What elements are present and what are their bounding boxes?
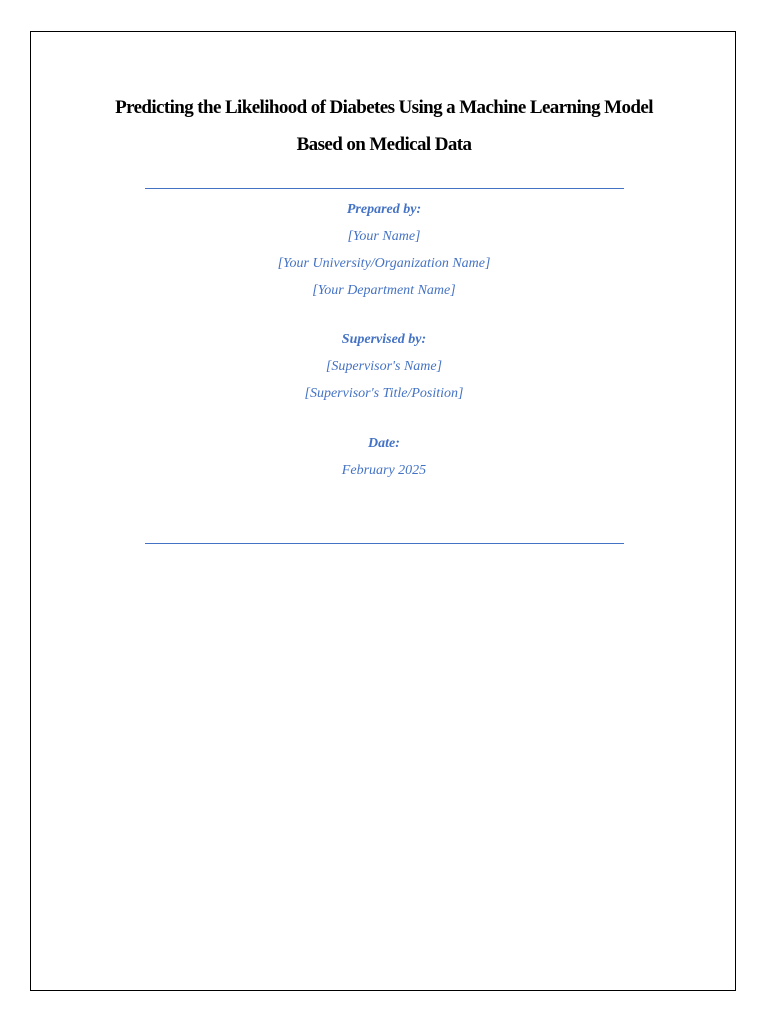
prepared-by-label: Prepared by: — [346, 202, 422, 217]
author-organization: [Your University/Organization Name] — [277, 256, 491, 271]
supervisor-name: [Supervisor's Name] — [325, 359, 443, 374]
author-name: [Your Name] — [347, 229, 421, 244]
date-label: Date: — [368, 436, 400, 451]
title-line-2: Based on Medical Data — [296, 134, 472, 155]
top-divider — [145, 188, 624, 189]
date-value: February 2025 — [341, 463, 427, 478]
title-line-1: Predicting the Likelihood of Diabetes Using a Machine Learning Model — [115, 97, 653, 118]
supervised-by-label: Supervised by: — [341, 332, 427, 347]
document-page — [30, 31, 736, 991]
document-title — [31, 89, 737, 163]
supervisor-title: [Supervisor's Title/Position] — [304, 386, 464, 401]
author-department: [Your Department Name] — [312, 283, 456, 298]
bottom-divider — [145, 543, 624, 544]
